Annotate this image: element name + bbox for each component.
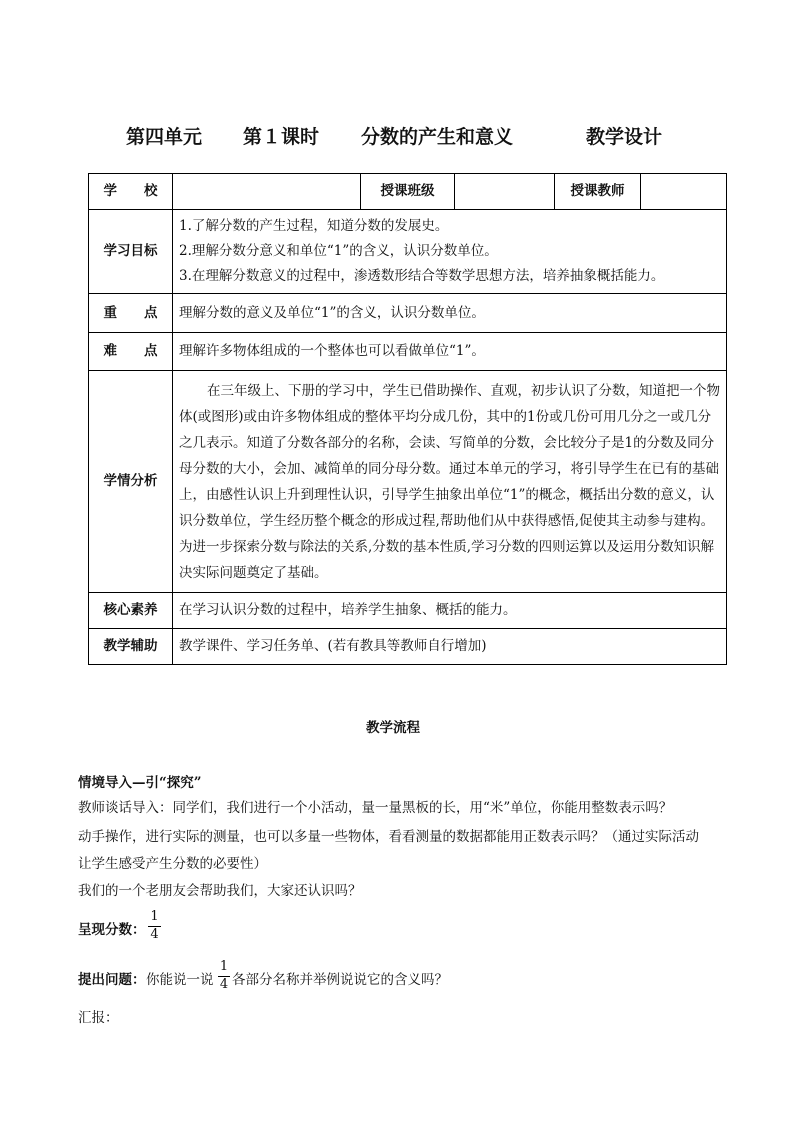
analysis-cell [173, 371, 727, 593]
title-unit: 第四单元 [126, 126, 203, 148]
document-title [0, 122, 794, 150]
paragraph-operation-2: 让学生感受产生分数的必要性） [78, 856, 267, 872]
school-value [173, 174, 361, 210]
literacy-label: 核心素养 [89, 593, 173, 629]
literacy-value: 在学习认识分数的过程中，培养学生抽象、概括的能力。 [173, 593, 727, 629]
class-value [455, 174, 555, 210]
fraction-numerator: 1 [219, 959, 229, 974]
paragraph-friend: 我们的一个老朋友会帮助我们，大家还认识吗？ [78, 883, 362, 899]
goal-item: 3.在理解分数意义的过程中，渗透数形结合等数学思想方法，培养抽象概括能力。 [179, 268, 665, 284]
paragraph-operation-1: 动手操作，进行实际的测量，也可以多量一些物体，看看测量的数据都能用正数表示吗？（通过实际活动 [78, 829, 699, 845]
table-row-aids [89, 629, 727, 665]
question-text-post: 各部分名称并举例说说它的含义吗？ [232, 972, 448, 988]
teacher-label: 授课教师 [555, 174, 641, 210]
aids-label: 教学辅助 [89, 629, 173, 665]
paragraph-intro: 教师谈话导入：同学们，我们进行一个小活动，量一量黑板的长，用“米”单位，你能用整数表示吗？ [78, 800, 673, 816]
analysis-text: 在三年级上、下册的学习中，学生已借助操作、直观，初步认识了分数，知道把一个物体(或图形)或由许多物体组成的整体平均分成几份，其中的1份或几份可用几分之一或几分之几表示。知道了分数各部分的名称，会读、写简单的分数，会比较分子是1的分数及同分母分数的大小，会加、减简单的同分母分数。通过本单元的学习，将引导学生在已有的基础上，由感性认识上升到理性认识，引导学生抽象出单位“1”的概念，概括出分数的意义，认识分数单位，学生经历整个概念的形成过程,帮助他们从中获得感悟,促使其主动参与建构。为进一步探索分数与除法的关系,分数的基本性质,学习分数的四则运算以及运用分数知识解决实际问题奠定了基础。 [179, 382, 720, 581]
table-row-school [89, 174, 727, 210]
goal-item: 2.理解分数分意义和单位“1”的含义，认识分数单位。 [179, 243, 498, 259]
goal-item: 1.了解分数的产生过程，知道分数的发展史。 [179, 218, 449, 234]
title-doc-type: 教学设计 [586, 126, 663, 148]
key-point-label: 重 点 [89, 294, 173, 333]
fraction-denominator: 4 [219, 977, 229, 992]
report-label: 汇报： [78, 1010, 119, 1026]
table-row-literacy [89, 593, 727, 629]
key-point-value: 理解分数的意义及单位“1”的含义，认识分数单位。 [173, 294, 727, 333]
teacher-value [641, 174, 727, 210]
table-row-difficulty [89, 333, 727, 371]
table-row-analysis [89, 371, 727, 593]
flow-heading: 教学流程 [366, 720, 420, 736]
difficulty-value: 理解许多物体组成的一个整体也可以看做单位“1”。 [173, 333, 727, 371]
school-label: 学 校 [89, 174, 173, 210]
question-text-pre: 你能说一说 [146, 972, 214, 988]
difficulty-label: 难 点 [89, 333, 173, 371]
present-fraction-label: 呈现分数： [78, 922, 146, 938]
analysis-label: 学情分析 [89, 371, 173, 593]
fraction-one-quarter-inline [218, 960, 230, 992]
title-topic: 分数的产生和意义 [361, 126, 514, 148]
section-heading-intro: 情境导入—引“探究” [78, 775, 202, 791]
title-lesson: 第１课时 [243, 126, 320, 148]
fraction-numerator: 1 [150, 909, 159, 924]
class-label: 授课班级 [361, 174, 455, 210]
table-row-key-point [89, 294, 727, 333]
fraction-denominator: 4 [150, 927, 159, 942]
question-label: 提出问题： [78, 972, 146, 988]
table-row-goals [89, 210, 727, 294]
goals-list [173, 210, 727, 294]
fraction-one-quarter [148, 910, 161, 942]
aids-value: 教学课件、学习任务单、(若有教具等教师自行增加) [173, 629, 727, 665]
lesson-info-table [88, 173, 727, 665]
goals-label: 学习目标 [89, 210, 173, 294]
